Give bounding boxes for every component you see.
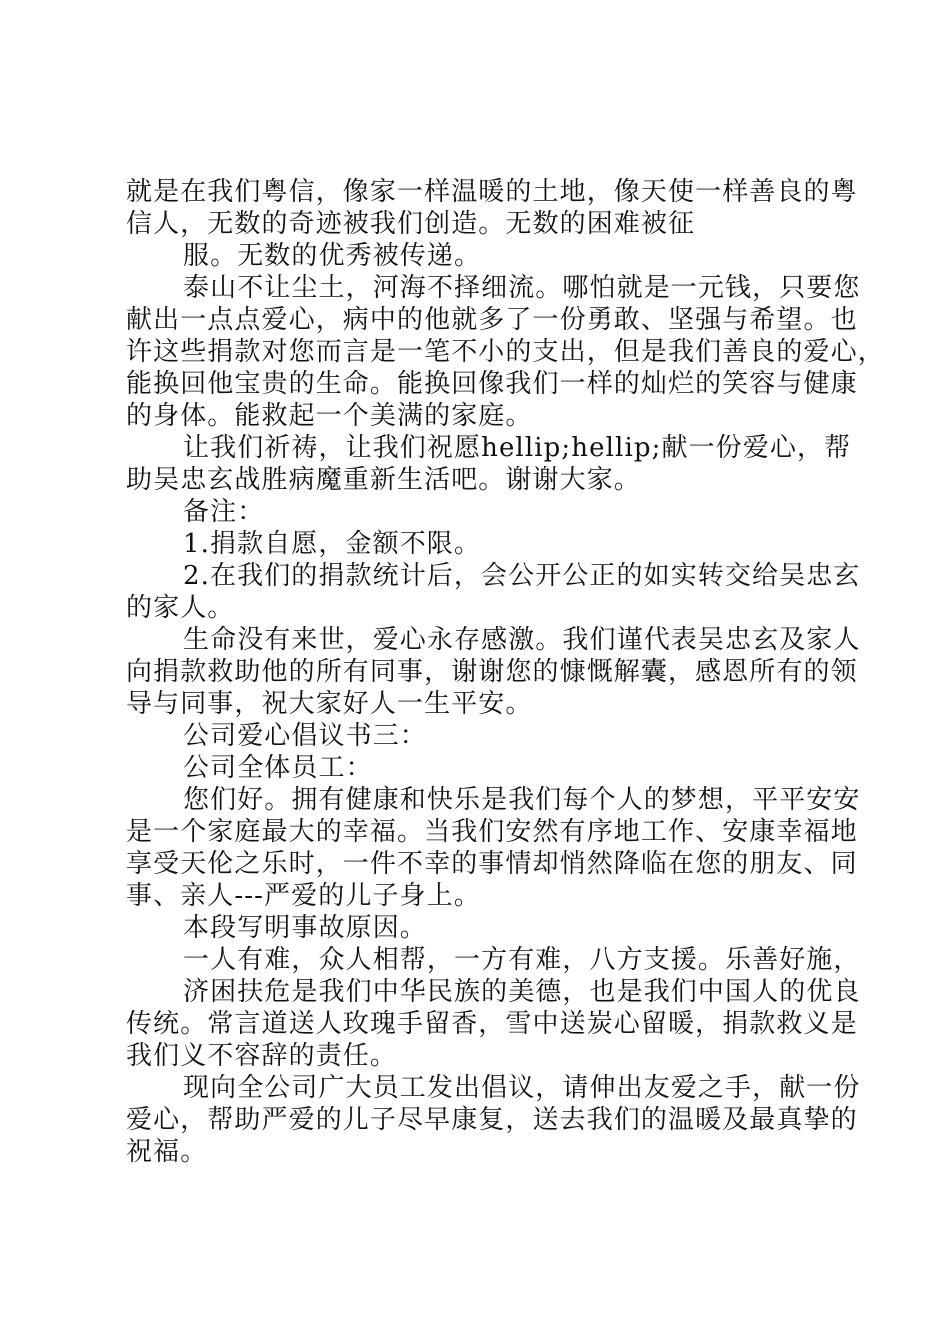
text-line: 公司全体员工：: [183, 753, 373, 783]
text-line: 公司爱心倡议书三：: [183, 721, 427, 751]
text-line: 享受天伦之乐时，一件不幸的事情却悄然降临在您的朋友、同: [126, 849, 858, 879]
text-line: 就是在我们粤信，像家一样温暖的土地，像天使一样善良的粤: [126, 177, 858, 207]
text-line: 是一个家庭最大的幸福。当我们安然有序地工作、安康幸福地: [126, 817, 858, 847]
text-line: 向捐款救助他的所有同事，谢谢您的慷慨解囊，感恩所有的领: [126, 657, 858, 687]
text-line: 1.捐款自愿，金额不限。: [183, 529, 482, 559]
text-line: 许这些捐款对您而言是一笔不小的支出，但是我们善良的爱心，: [126, 337, 885, 367]
text-line: 现向全公司广大员工发出倡议，请伸出友爱之手，献一份: [183, 1073, 861, 1103]
text-line: 导与同事，祝大家好人一生平安。: [126, 689, 533, 719]
text-line: 传统。常言道送人玫瑰手留香，雪中送炭心留暖，捐款救义是: [126, 1009, 858, 1039]
text-line: 备注：: [183, 497, 265, 527]
text-line: 的家人。: [126, 593, 235, 623]
text-line: 泰山不让尘土，河海不择细流。哪怕就是一元钱，只要您: [183, 273, 861, 303]
text-line: 您们好。拥有健康和快乐是我们每个人的梦想，平平安安: [183, 785, 861, 815]
text-line: 一人有难，众人相帮，一方有难，八方支援。乐善好施，: [183, 945, 861, 975]
text-line: 济困扶危是我们中华民族的美德，也是我们中国人的优良: [183, 977, 861, 1007]
text-line: 服。无数的优秀被传递。: [183, 241, 482, 271]
text-line: 的身体。能救起一个美满的家庭。: [126, 401, 533, 431]
text-line: 能换回他宝贵的生命。能换回像我们一样的灿烂的笑容与健康: [126, 369, 858, 399]
text-line: 信人，无数的奇迹被我们创造。无数的困难被征: [126, 209, 696, 239]
text-line: 助吴忠玄战胜病魔重新生活吧。谢谢大家。: [126, 465, 641, 495]
text-line: 生命没有来世，爱心永存感激。我们谨代表吴忠玄及家人: [183, 625, 861, 655]
text-line: 献出一点点爱心，病中的他就多了一份勇敢、坚强与希望。也: [126, 305, 858, 335]
text-line: 祝福。: [126, 1137, 208, 1167]
text-line: 爱心，帮助严爱的儿子尽早康复，送去我们的温暖及最真挚的: [126, 1105, 858, 1135]
text-line: 事、亲人---严爱的儿子身上。: [126, 881, 481, 911]
document-body: [126, 176, 885, 1168]
text-line: 让我们祈祷，让我们祝愿hellip;hellip;献一份爱心，帮: [183, 433, 852, 463]
text-line: 2.在我们的捐款统计后，会公开公正的如实转交给吴忠玄: [183, 561, 861, 591]
text-line: 本段写明事故原因。: [183, 913, 427, 943]
text-line: 我们义不容辞的责任。: [126, 1041, 398, 1071]
